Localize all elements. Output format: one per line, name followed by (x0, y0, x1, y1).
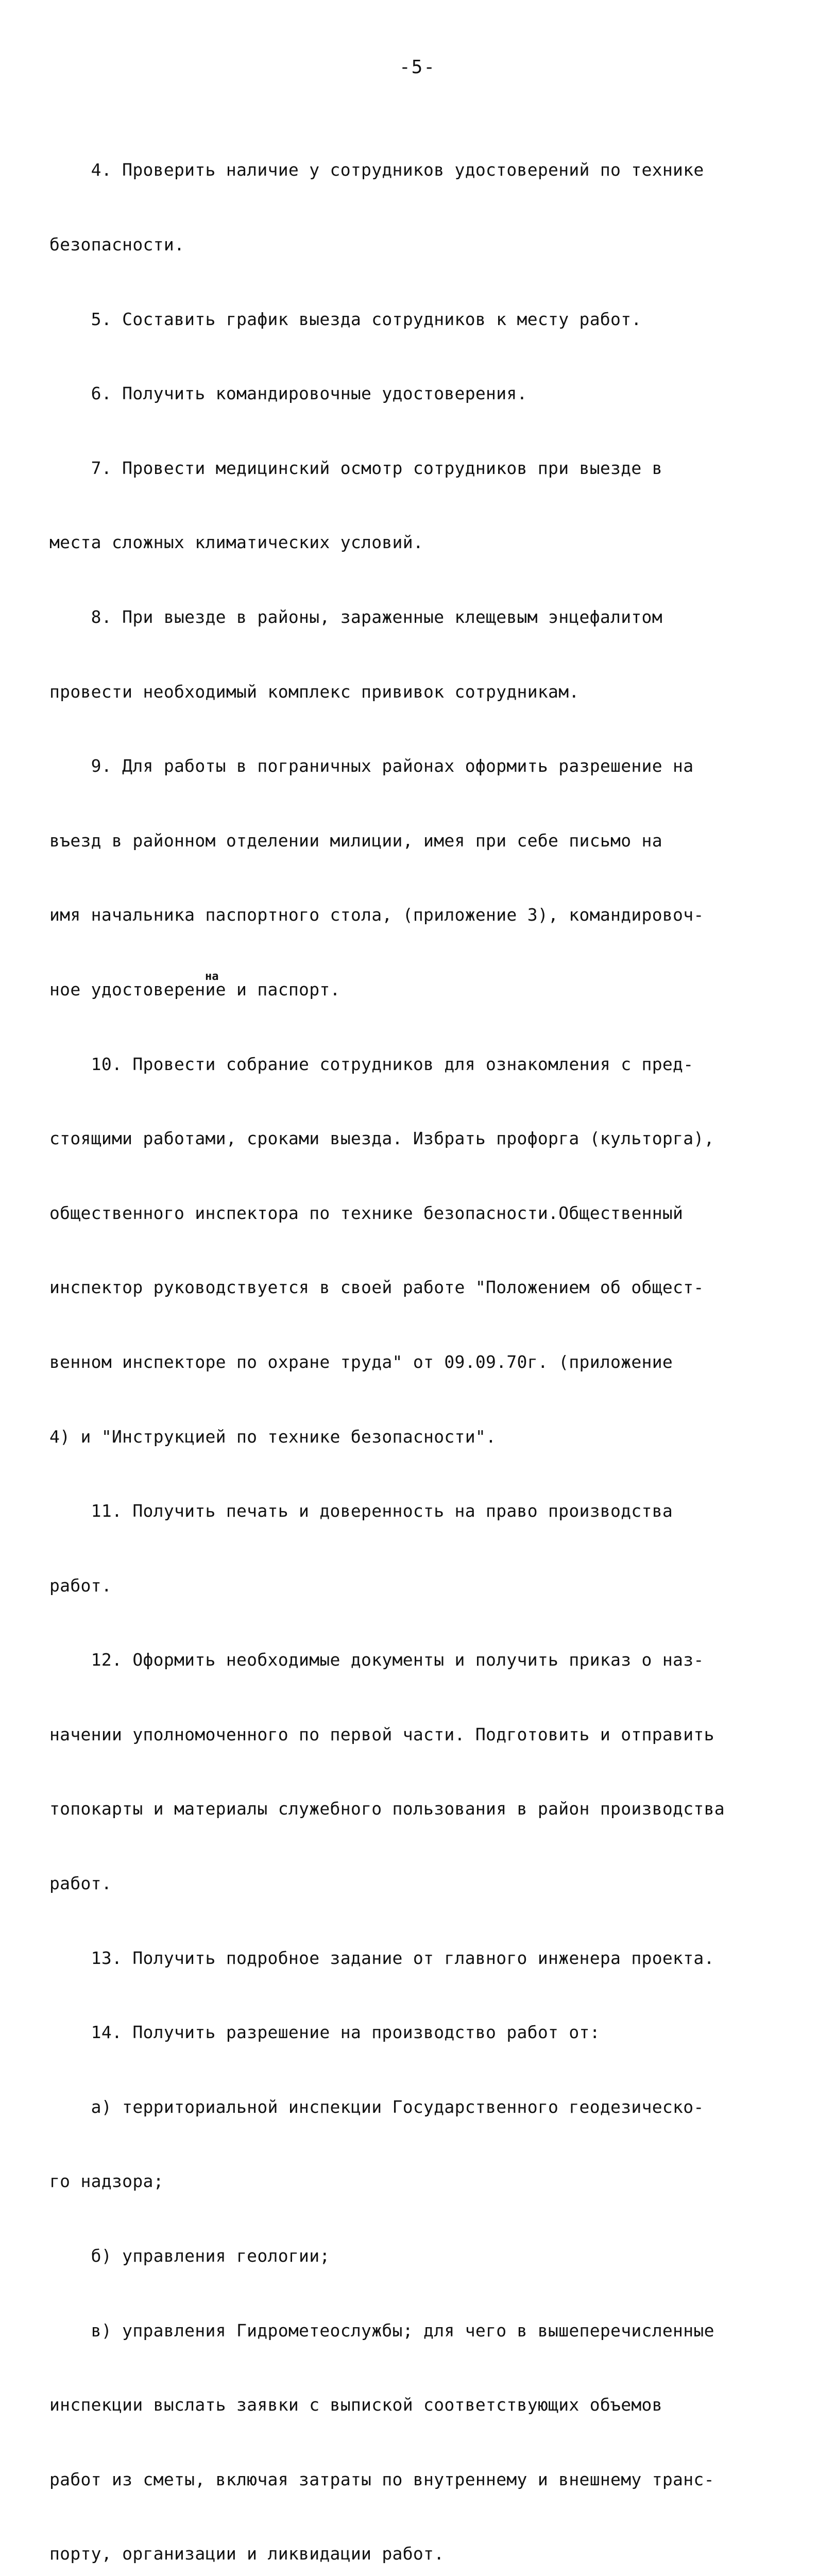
text-line: 8. При выезде в районы, зараженные клещевым энцефалитом (49, 606, 662, 627)
text-line: безопасности. (49, 234, 185, 255)
text-line: 14. Получить разрешение на производство работ от: (49, 2022, 600, 2043)
document-body (49, 108, 781, 2576)
text-line: 4) и "Инструкцией по технике безопасности". (49, 1426, 497, 1447)
text-line: имя начальника паспортного стола, (приложение 3), командировоч- (49, 905, 704, 925)
text-line: общественного инспектора по технике безопасности.Общественный (49, 1202, 684, 1223)
text-line: начении уполномоченного по первой части. Подготовить и отправить (49, 1724, 714, 1744)
text-line: места сложных климатических условий. (49, 532, 424, 553)
text-line: работ. (49, 1575, 112, 1596)
text-line: провести необходимый комплекс прививок сотрудникам. (49, 681, 580, 702)
text-line: въезд в районном отделении милиции, имея при себе письмо на (49, 830, 662, 851)
text-line: в) управления Гидрометеослужбы; для чего в вышеперечисленные (49, 2320, 714, 2341)
text-line: 12. Оформить необходимые документы и получить приказ о наз- (49, 1650, 704, 1670)
text-line: венном инспекторе по охране труда" от 09.09.70г. (приложение (49, 1351, 673, 1372)
text-line: 6. Получить командировочные удостоверения. (49, 383, 527, 404)
text-line: 7. Провести медицинский осмотр сотрудников при выезде в (49, 457, 662, 478)
text-line: 10. Провести собрание сотрудников для ознакомления с пред- (49, 1054, 694, 1074)
text-line: 9. Для работы в пограничных районах оформить разрешение на (49, 756, 694, 776)
text-line: инспектор руководствуется в своей работе "Положением об общест- (49, 1277, 704, 1298)
page-number: -5- (399, 57, 436, 78)
text-line: 13. Получить подробное задание от главного инженера проекта. (49, 1947, 714, 1968)
text-line: 11. Получить печать и доверенность на право производства (49, 1501, 673, 1521)
text-line: б) управления геологии; (49, 2246, 330, 2266)
text-line: ное удостоверение и паспорт. (49, 979, 340, 999)
text-line: стоящими работами, сроками выезда. Избрать профорга (культорга), (49, 1128, 714, 1149)
text-line: 4. Проверить наличие у сотрудников удостоверений по технике (49, 160, 704, 180)
text-line: го надзора; (49, 2171, 164, 2192)
text-line: порту, организации и ликвидации работ. (49, 2544, 445, 2564)
text-line: работ из сметы, включая затраты по внутреннему и внешнему транс- (49, 2469, 714, 2489)
text-line: 5. Составить график выезда сотрудников к месту работ. (49, 309, 642, 329)
text-line: топокарты и материалы служебного пользования в район производства (49, 1799, 725, 1819)
text-line: а) территориальной инспекции Государственного геодезическо- (49, 2096, 704, 2117)
handwritten-insertion: на (205, 970, 219, 983)
text-line: инспекции выслать заявки с выпиской соответствующих объемов (49, 2395, 662, 2415)
text-line: работ. (49, 1873, 112, 1894)
